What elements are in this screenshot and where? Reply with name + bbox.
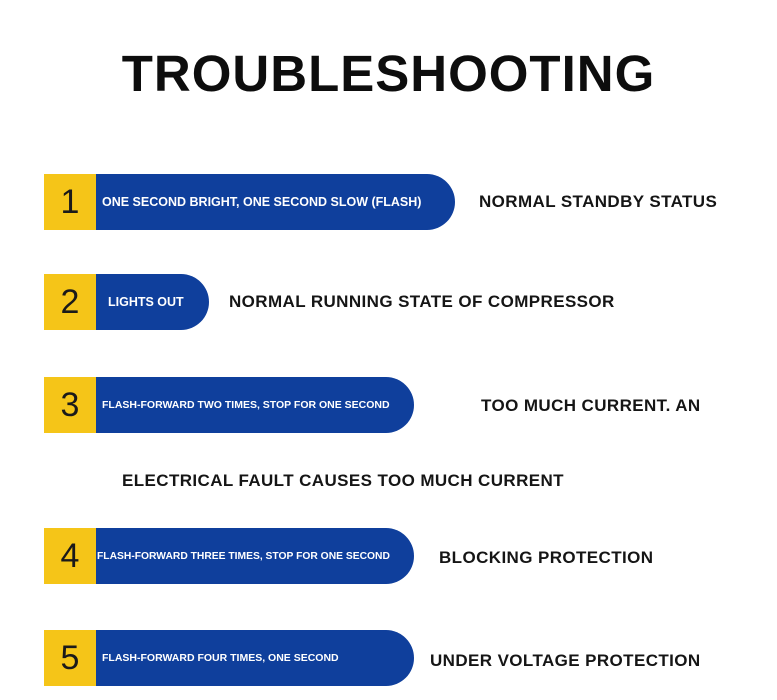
step-number-1: 1 [44,174,96,230]
meaning-5: UNDER VOLTAGE PROTECTION [430,651,701,670]
page-title: TROUBLESHOOTING [121,45,656,102]
signal-pill-4 [96,528,414,584]
signal-text-4: FLASH-FORWARD THREE TIMES, STOP FOR ONE SECOND [97,550,390,562]
signal-pill-1 [96,174,455,230]
meaning-3-continued: ELECTRICAL FAULT CAUSES TOO MUCH CURRENT [122,471,564,490]
meaning-1: NORMAL STANDBY STATUS [479,192,718,211]
signal-pill-5 [96,630,414,686]
meaning-3: TOO MUCH CURRENT. AN [481,396,701,415]
meaning-4: BLOCKING PROTECTION [439,548,654,567]
step-number-5: 5 [44,630,96,686]
signal-text-5: FLASH-FORWARD FOUR TIMES, ONE SECOND [102,652,339,664]
signal-text-3: FLASH-FORWARD TWO TIMES, STOP FOR ONE SECOND [102,399,390,411]
signal-pill-3 [96,377,414,433]
step-number-4: 4 [44,528,96,584]
meaning-2: NORMAL RUNNING STATE OF COMPRESSOR [229,292,615,311]
step-number-2: 2 [44,274,96,330]
signal-text-1: ONE SECOND BRIGHT, ONE SECOND SLOW (FLASH) [102,195,422,209]
step-number-3: 3 [44,377,96,433]
signal-text-2: LIGHTS OUT [108,295,184,309]
signal-pill-2 [96,274,209,330]
